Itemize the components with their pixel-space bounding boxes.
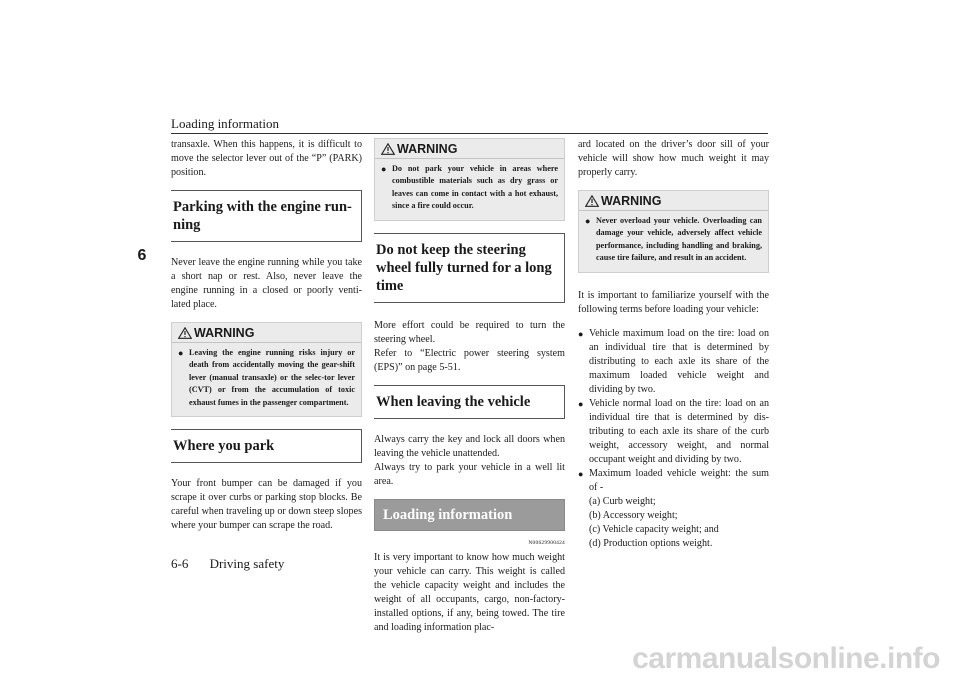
column-1	[171, 138, 362, 543]
paragraph: Your front bumper can be damaged if you scrape it over curbs or parking stop blocks. Be careful when traveling up or down steep slopes where your bumper can scrape the road.	[171, 478, 362, 532]
section-heading-loading: Loading information	[374, 499, 565, 531]
paragraph: Refer to “Electric power steering system (EPS)” on page 5-51.	[374, 347, 565, 373]
section-heading-where: Where you park	[171, 429, 362, 463]
bullet-icon: ●	[178, 348, 184, 358]
warning-item: ● Leaving the engine running risks injury or death from accidentally moving the gear-shift lever (manual transaxle) or the selec-tor lever (CVT) or from the accumulation of toxic exhaust fumes in the passenger compartment.	[172, 343, 361, 409]
paragraph: transaxle. When this happens, it is difficult to move the selector lever out of the “P” (PARK) position.	[171, 139, 362, 178]
warning-box	[374, 138, 565, 221]
sub-list-item: (a) Curb weight;	[589, 495, 656, 507]
column-3	[578, 138, 769, 551]
bullet-icon: ●	[578, 468, 584, 479]
list-item: ● Vehicle normal load on the tire: load on an individual tire that is determined by dis-tributing to each axle its share of the curb weight, accessory weight, and normal occupant weight and dividing by two.	[578, 397, 769, 465]
warning-label: WARNING	[601, 194, 662, 208]
paragraph: Always try to park your vehicle in a well lit area.	[374, 461, 565, 487]
paragraph: Never leave the engine running while you take a short nap or rest. Also, never leave the engine running in a closed or poorly venti-lated place.	[171, 257, 362, 310]
bullet-icon: ●	[381, 164, 387, 174]
warning-triangle-icon	[381, 143, 395, 155]
section-heading-steering: Do not keep the steering wheel fully turned for a long time	[374, 233, 565, 303]
sub-list-item: (c) Vehicle capacity weight; and	[589, 523, 719, 535]
sub-list	[589, 495, 769, 551]
warning-header	[172, 323, 361, 343]
paragraph: ard located on the driver’s door sill of your vehicle will show how much weight it may properly carry.	[578, 139, 769, 178]
section-heading-parking: Parking with the engine run-ning	[171, 190, 362, 242]
paragraph: More effort could be required to turn the steering wheel.	[374, 319, 565, 345]
column-2	[374, 138, 565, 645]
bullet-icon: ●	[578, 328, 584, 339]
bullet-icon: ●	[585, 216, 591, 226]
warning-triangle-icon	[178, 327, 192, 339]
bullet-icon: ●	[578, 398, 584, 409]
warning-triangle-icon	[585, 195, 599, 207]
page-header: Loading information	[171, 116, 279, 131]
warning-item: ● Never overload your vehicle. Overloading can damage your vehicle, adversely affect vehicle performance, including handling and braking, cause tire failure, and result in an accident.	[579, 211, 768, 265]
warning-header	[579, 191, 768, 211]
watermark: carmanualsonline.info	[632, 642, 940, 675]
paragraph: It is important to familiarize yourself with the following terms before loading your vehicle:	[578, 289, 769, 315]
warning-label: WARNING	[194, 326, 255, 340]
list-item: ● Vehicle maximum load on the tire: load on an individual tire that is determined by distributing to each axle its share of the maximum loaded vehicle weight and dividing by two.	[578, 327, 769, 395]
warning-header	[375, 139, 564, 159]
warning-box	[171, 322, 362, 417]
warning-box	[578, 190, 769, 273]
paragraph: It is very important to know how much weight your vehicle can carry. This weight is called the vehicle capacity weight and includes the weight of all occupants, cargo, non-factory-installed options, if any, being towed. The tire and loading information plac-	[374, 551, 565, 633]
warning-label: WARNING	[397, 142, 458, 156]
page-footer	[171, 556, 284, 572]
list-item: ● Maximum loaded vehicle weight: the sum of -	[578, 467, 769, 493]
document-code: N00629900424	[528, 539, 565, 546]
page-number: 6-6	[171, 556, 189, 571]
footer-section: Driving safety	[209, 556, 285, 571]
chapter-tab: 6	[137, 247, 147, 264]
sub-list-item: (d) Production options weight.	[589, 537, 713, 549]
sub-list-item: (b) Accessory weight;	[589, 509, 678, 521]
warning-item: ● Do not park your vehicle in areas where combustible materials such as dry grass or leaves can come in contact with a hot exhaust, since a fire could occur.	[375, 159, 564, 213]
header-rule	[171, 133, 768, 134]
paragraph: Always carry the key and lock all doors when leaving the vehicle unattended.	[374, 433, 565, 459]
section-heading-leaving: When leaving the vehicle	[374, 385, 565, 419]
